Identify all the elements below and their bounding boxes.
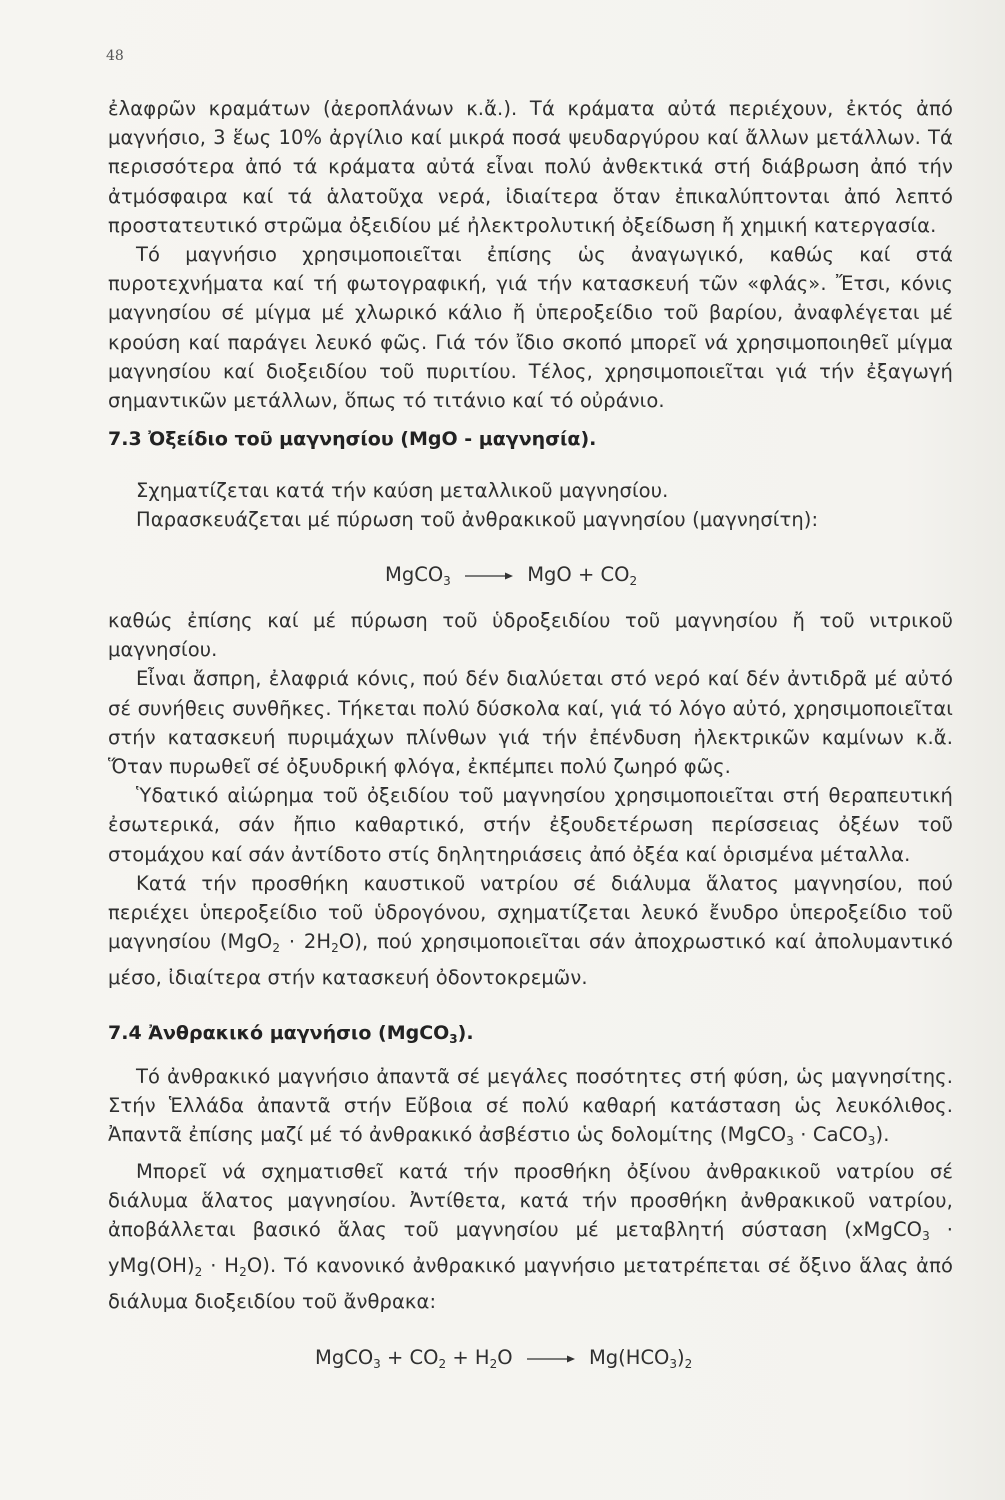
- formula-bicarbonate: MgCO$_3$ + $CO_2 + H_2O$ $Mg(HCO_3)_2$: [315, 1346, 693, 1371]
- section-7-3-heading: 7.3 Ὀξείδιο τοῦ μαγνησίου (MgO - μαγνησία).: [108, 428, 597, 450]
- section-7-3-paragraph-6: Κατά τήν προσθήκη καυστικοῦ νατρίου σέ διάλυμα ἅλατος μαγνησίου, πού περιέχει ὑπεροξείδιο τοῦ ὑδρογόνου, σχηματίζεται λευκό ἔνυδρο ὑπεροξείδιο τοῦ μαγνησίου $(MgO_2 \cdot 2H_2O)$, πού χρησιμοποιεῖται σάν ἀποχρωστικό καί ἀπολυμαντικό μέσο, ἰδιαίτερα στήν κατασκευή ὀδοντοκρεμῶν.: [108, 871, 953, 990]
- section-7-3-body: [108, 606, 953, 993]
- section-7-3-intro: [108, 476, 953, 534]
- section-7-3-paragraph-3: καθώς ἐπίσης καί μέ πύρωση τοῦ ὑδροξειδίου τοῦ μαγνησίου ἤ τοῦ νιτρικοῦ μαγνησίου.: [108, 609, 953, 662]
- intro-block: [108, 94, 953, 415]
- intro-paragraph-1: ἐλαφρῶν κραμάτων (ἀεροπλάνων κ.ἄ.). Τά κράματα αὐτά περιέχουν, ἐκτός ἀπό μαγνήσιο, 3 ἕως 10% ἀργίλιο καί μικρά ποσά ψευδαργύρου καί ἄλλων μετάλλων. Τά περισσότερα ἀπό τά κράματα αὐτά εἶναι πολύ ἀνθεκτικά στή διάβρωση ἀπό τήν ἀτμόσφαιρα καί τά ἁλατοῦχα νερά, ἰδιαίτερα ὅταν ἐπικαλύπτονται ἀπό λεπτό προστατευτικό στρῶμα ὀξειδίου μέ ἠλεκτρολυτική ὀξείδωση ἤ χημική κατεργασία.: [108, 97, 953, 237]
- section-7-3-line-2: Παρασκευάζεται μέ πύρωση τοῦ ἀνθρακικοῦ μαγνησίου (μαγνησίτη):: [136, 508, 819, 532]
- reaction-arrow-icon: [527, 1346, 575, 1369]
- intro-paragraph-2: Τό μαγνήσιο χρησιμοποιεῖται ἐπίσης ὡς ἀναγωγικό, καθώς καί στά πυροτεχνήματα καί τή φωτογραφική, γιά τήν κατασκευή τῶν «φλάς». Ἔτσι, κόνις μαγνησίου σέ μίγμα μέ χλωρικό κάλιο ἤ ὑπεροξείδιο τοῦ βαρίου, ἀναφλέγεται μέ κρούση καί παράγει λευκό φῶς. Γιά τόν ἴδιο σκοπό μπορεῖ νά χρησιμοποιηθεῖ μίγμα μαγνησίου καί διοξειδίου τοῦ πυριτίου. Τέλος, χρησιμοποιεῖται γιά τήν ἐξαγωγή σημαντικῶν μετάλλων, ὅπως τό τιτάνιο καί τό οὐράνιο.: [108, 243, 953, 413]
- formula-reactant-sub: 3: [443, 574, 451, 588]
- section-7-3-paragraph-5: Ὑδατικό αἰώρημα τοῦ ὀξειδίου τοῦ μαγνησίου χρησιμοποιεῖται στή θεραπευτική ἐσωτερικά, σάν ἤπιο καθαρτικό, στήν ἐξουδετέρωση περίσσειας ὀξέων τοῦ στομάχου καί σάν ἀντίδοτο στίς δηλητηριάσεις ἀπό ὀξέα καί ὁρισμένα μέταλλα.: [108, 784, 953, 866]
- section-7-4-paragraph-2: Μπορεῖ νά σχηματισθεῖ κατά τήν προσθήκη ὀξίνου ἀνθρακικοῦ νατρίου σέ διάλυμα ἅλατος μαγνησίου. Ἀντίθετα, κατά τήν προσθήκη ἀνθρακικοῦ νατρίου, ἀποβάλλεται βασικό ἅλας τοῦ μαγνησίου μέ μεταβλητή σύσταση (xMgCO$_3$ · $yMg(OH)_2 \cdot H_2O$). Τό κανονικό ἀνθρακικό μαγνήσιο μετατρέπεται σέ ὄξινο ἅλας ἀπό διάλυμα διοξειδίου τοῦ ἄνθρακα:: [108, 1159, 953, 1314]
- section-7-4-paragraph-1: Τό ἀνθρακικό μαγνήσιο ἀπαντᾶ σέ μεγάλες ποσότητες στή φύση, ὡς μαγνησίτης. Στήν Ἑλλάδα ἀπαντᾶ στήν Εὔβοια σέ πολύ καθαρή κατάσταση ὡς λευκόλιθος. Ἀπαντᾶ ἐπίσης μαζί μέ τό ἀνθρακικό ἀσβέστιο ὡς δολομίτης (MgCO$_3$ · CaCO$_3$).: [108, 1065, 953, 1149]
- formula-products: MgO + CO: [527, 563, 630, 586]
- formula-reactant: MgCO: [385, 563, 444, 586]
- formula-mgco3-decomposition: [385, 563, 637, 588]
- section-7-4-body: [108, 1062, 953, 1317]
- section-7-3-line-1: Σχηματίζεται κατά τήν καύση μεταλλικοῦ μαγνησίου.: [136, 479, 669, 502]
- reaction-arrow-icon: [465, 563, 513, 586]
- formula-products-sub: 2: [629, 574, 638, 588]
- section-7-3-paragraph-4: Εἶναι ἄσπρη, ἐλαφριά κόνις, πού δέν διαλύεται στό νερό καί δέν ἀντιδρᾶ μέ αὐτό σέ συνήθεις συνθῆκες. Τήκεται πολύ δύσκολα καί, γιά τό λόγο αὐτό, χρησιμοποιεῖται στήν κατασκευή πυριμάχων πλίνθων γιά τήν ἐπένδυση ἠλεκτρικῶν καμίνων κ.ἄ. Ὅταν πυρωθεῖ σέ ὀξυυδρική φλόγα, ἐκπέμπει πολύ ζωηρό φῶς.: [108, 667, 953, 779]
- page-number: 48: [106, 48, 124, 64]
- section-7-4-heading: 7.4 Ἀνθρακικό μαγνήσιο (MgCO$_3$).: [108, 1022, 474, 1046]
